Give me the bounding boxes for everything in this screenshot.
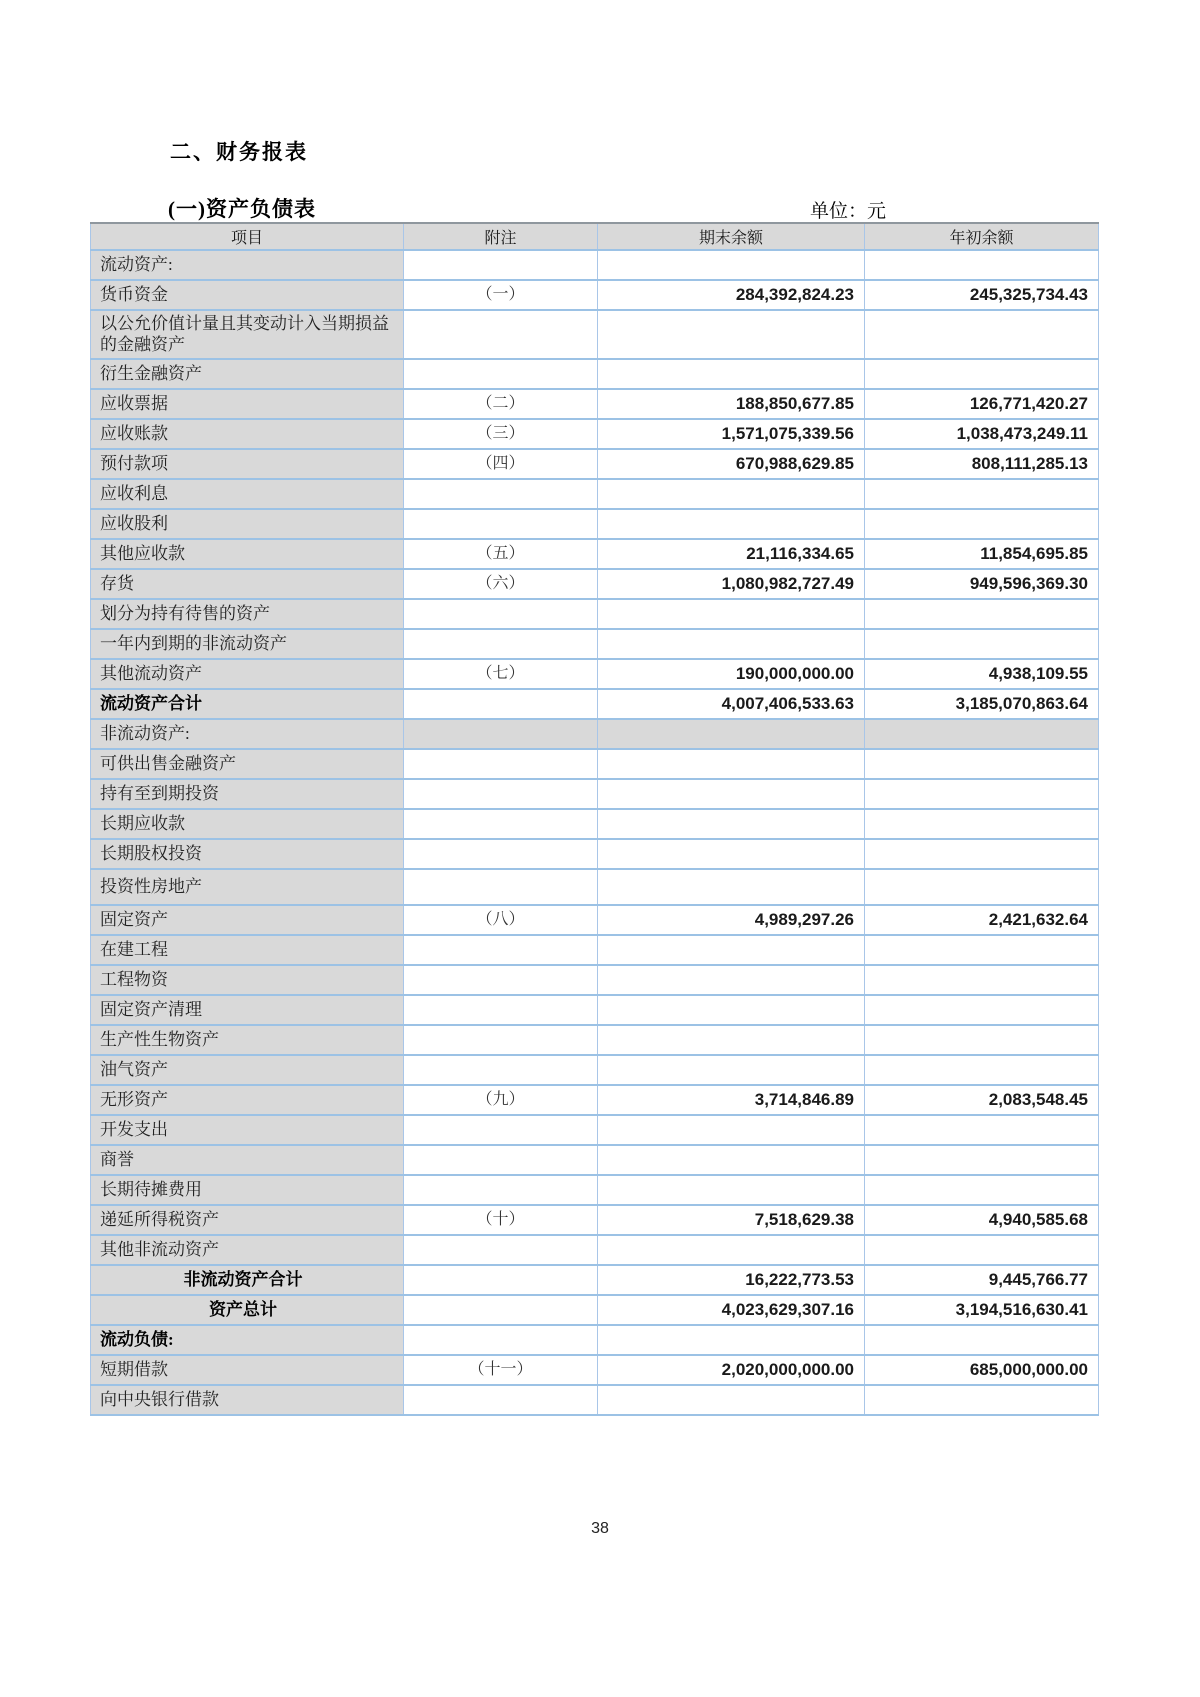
balance-sheet-body <box>91 250 1099 1415</box>
item-cell: 流动负债: <box>91 1325 404 1355</box>
closing-balance-cell <box>598 310 865 359</box>
opening-balance-cell: 3,185,070,863.64 <box>865 689 1099 719</box>
closing-balance-cell <box>598 250 865 280</box>
opening-balance-cell: 126,771,420.27 <box>865 389 1099 419</box>
item-cell: 长期应收款 <box>91 809 404 839</box>
item-cell: 商誉 <box>91 1145 404 1175</box>
item-cell: 资产总计 <box>91 1295 404 1325</box>
table-row <box>91 839 1099 869</box>
note-cell <box>404 359 598 389</box>
opening-balance-cell <box>865 779 1099 809</box>
opening-balance-cell: 1,038,473,249.11 <box>865 419 1099 449</box>
closing-balance-cell <box>598 479 865 509</box>
table-row <box>91 809 1099 839</box>
item-cell: 应收股利 <box>91 509 404 539</box>
table-row <box>91 509 1099 539</box>
closing-balance-cell <box>598 935 865 965</box>
note-cell <box>404 1295 598 1325</box>
column-header-opening-balance: 年初余额 <box>865 223 1099 250</box>
note-cell <box>404 509 598 539</box>
closing-balance-cell: 4,007,406,533.63 <box>598 689 865 719</box>
note-cell: （六） <box>404 569 598 599</box>
opening-balance-cell <box>865 629 1099 659</box>
closing-balance-cell <box>598 779 865 809</box>
closing-balance-cell: 188,850,677.85 <box>598 389 865 419</box>
closing-balance-cell: 4,989,297.26 <box>598 905 865 935</box>
opening-balance-cell <box>865 509 1099 539</box>
opening-balance-cell <box>865 1025 1099 1055</box>
note-cell: （七） <box>404 659 598 689</box>
table-row <box>91 1025 1099 1055</box>
table-row <box>91 935 1099 965</box>
item-cell: 短期借款 <box>91 1355 404 1385</box>
note-cell: （五） <box>404 539 598 569</box>
closing-balance-cell <box>598 719 865 749</box>
note-cell: （十一） <box>404 1355 598 1385</box>
opening-balance-cell: 245,325,734.43 <box>865 280 1099 310</box>
section-title: 二、财务报表 <box>170 140 308 164</box>
note-cell: （九） <box>404 1085 598 1115</box>
note-cell <box>404 689 598 719</box>
closing-balance-cell <box>598 599 865 629</box>
closing-balance-cell <box>598 1175 865 1205</box>
item-cell: 开发支出 <box>91 1115 404 1145</box>
closing-balance-cell <box>598 1385 865 1415</box>
item-cell: 其他应收款 <box>91 539 404 569</box>
page-number: 38 <box>591 1520 609 1537</box>
item-cell: 油气资产 <box>91 1055 404 1085</box>
table-row <box>91 389 1099 419</box>
note-cell <box>404 995 598 1025</box>
table-row <box>91 449 1099 479</box>
closing-balance-cell: 3,714,846.89 <box>598 1085 865 1115</box>
item-cell: 存货 <box>91 569 404 599</box>
table-row <box>91 1265 1099 1295</box>
note-cell <box>404 869 598 905</box>
closing-balance-cell: 16,222,773.53 <box>598 1265 865 1295</box>
note-cell <box>404 1235 598 1265</box>
note-cell <box>404 809 598 839</box>
item-cell: 流动资产: <box>91 250 404 280</box>
item-cell: 应收利息 <box>91 479 404 509</box>
item-cell: 划分为持有待售的资产 <box>91 599 404 629</box>
item-cell: 衍生金融资产 <box>91 359 404 389</box>
opening-balance-cell: 3,194,516,630.41 <box>865 1295 1099 1325</box>
closing-balance-cell: 1,080,982,727.49 <box>598 569 865 599</box>
closing-balance-cell <box>598 749 865 779</box>
closing-balance-cell <box>598 1145 865 1175</box>
closing-balance-cell <box>598 1115 865 1145</box>
item-cell: 预付款项 <box>91 449 404 479</box>
item-cell: 在建工程 <box>91 935 404 965</box>
opening-balance-cell <box>865 839 1099 869</box>
table-row <box>91 995 1099 1025</box>
table-row <box>91 779 1099 809</box>
opening-balance-cell <box>865 1115 1099 1145</box>
table-row <box>91 1055 1099 1085</box>
table-row <box>91 1085 1099 1115</box>
note-cell: （一） <box>404 280 598 310</box>
table-row <box>91 569 1099 599</box>
table-row <box>91 1385 1099 1415</box>
item-cell: 一年内到期的非流动资产 <box>91 629 404 659</box>
item-cell: 以公允价值计量且其变动计入当期损益的金融资产 <box>91 310 404 359</box>
table-row <box>91 719 1099 749</box>
item-cell: 应收票据 <box>91 389 404 419</box>
item-cell: 非流动资产合计 <box>91 1265 404 1295</box>
opening-balance-cell: 4,938,109.55 <box>865 659 1099 689</box>
item-cell: 持有至到期投资 <box>91 779 404 809</box>
item-cell: 无形资产 <box>91 1085 404 1115</box>
note-cell <box>404 310 598 359</box>
table-row <box>91 965 1099 995</box>
note-cell <box>404 839 598 869</box>
opening-balance-cell <box>865 1175 1099 1205</box>
opening-balance-cell: 11,854,695.85 <box>865 539 1099 569</box>
note-cell: （八） <box>404 905 598 935</box>
table-row <box>91 905 1099 935</box>
table-row <box>91 869 1099 905</box>
note-cell <box>404 1265 598 1295</box>
note-cell <box>404 1385 598 1415</box>
opening-balance-cell: 949,596,369.30 <box>865 569 1099 599</box>
opening-balance-cell <box>865 749 1099 779</box>
opening-balance-cell: 685,000,000.00 <box>865 1355 1099 1385</box>
item-cell: 向中央银行借款 <box>91 1385 404 1415</box>
closing-balance-cell: 21,116,334.65 <box>598 539 865 569</box>
opening-balance-cell <box>865 869 1099 905</box>
table-row <box>91 659 1099 689</box>
opening-balance-cell: 2,083,548.45 <box>865 1085 1099 1115</box>
table-row <box>91 359 1099 389</box>
column-header-item: 项目 <box>91 223 404 250</box>
opening-balance-cell <box>865 719 1099 749</box>
note-cell <box>404 629 598 659</box>
closing-balance-cell <box>598 359 865 389</box>
opening-balance-cell <box>865 1235 1099 1265</box>
opening-balance-cell <box>865 1325 1099 1355</box>
header-row <box>91 223 1099 250</box>
note-cell <box>404 1055 598 1085</box>
opening-balance-cell <box>865 935 1099 965</box>
column-header-closing-balance: 期末余额 <box>598 223 865 250</box>
table-row <box>91 1145 1099 1175</box>
item-cell: 可供出售金融资产 <box>91 749 404 779</box>
item-cell: 其他流动资产 <box>91 659 404 689</box>
closing-balance-cell <box>598 1235 865 1265</box>
note-cell: （二） <box>404 389 598 419</box>
item-cell: 工程物资 <box>91 965 404 995</box>
table-row <box>91 1325 1099 1355</box>
opening-balance-cell <box>865 1385 1099 1415</box>
opening-balance-cell <box>865 359 1099 389</box>
table-header <box>91 223 1099 250</box>
closing-balance-cell <box>598 869 865 905</box>
table-row <box>91 310 1099 359</box>
unit-label: 单位：元 <box>810 201 887 222</box>
closing-balance-cell: 190,000,000.00 <box>598 659 865 689</box>
closing-balance-cell: 2,020,000,000.00 <box>598 1355 865 1385</box>
item-cell: 固定资产 <box>91 905 404 935</box>
note-cell <box>404 1115 598 1145</box>
note-cell <box>404 779 598 809</box>
closing-balance-cell <box>598 629 865 659</box>
note-cell: （十） <box>404 1205 598 1235</box>
table-row <box>91 599 1099 629</box>
statement-title: (一)资产负债表 <box>168 197 316 221</box>
closing-balance-cell <box>598 1025 865 1055</box>
column-header-note: 附注 <box>404 223 598 250</box>
opening-balance-cell <box>865 809 1099 839</box>
table-row <box>91 629 1099 659</box>
balance-sheet-table <box>90 222 1099 1416</box>
table-row <box>91 1355 1099 1385</box>
item-cell: 长期股权投资 <box>91 839 404 869</box>
closing-balance-cell <box>598 809 865 839</box>
table-row <box>91 280 1099 310</box>
opening-balance-cell: 9,445,766.77 <box>865 1265 1099 1295</box>
note-cell <box>404 250 598 280</box>
item-cell: 长期待摊费用 <box>91 1175 404 1205</box>
note-cell <box>404 1145 598 1175</box>
item-cell: 生产性生物资产 <box>91 1025 404 1055</box>
opening-balance-cell <box>865 250 1099 280</box>
note-cell: （三） <box>404 419 598 449</box>
table-row <box>91 250 1099 280</box>
note-cell <box>404 599 598 629</box>
item-cell: 非流动资产: <box>91 719 404 749</box>
opening-balance-cell <box>865 599 1099 629</box>
opening-balance-cell <box>865 965 1099 995</box>
item-cell: 流动资产合计 <box>91 689 404 719</box>
table-row <box>91 1295 1099 1325</box>
closing-balance-cell: 670,988,629.85 <box>598 449 865 479</box>
note-cell <box>404 965 598 995</box>
note-cell <box>404 719 598 749</box>
item-cell: 投资性房地产 <box>91 869 404 905</box>
table-row <box>91 1205 1099 1235</box>
closing-balance-cell: 4,023,629,307.16 <box>598 1295 865 1325</box>
closing-balance-cell: 7,518,629.38 <box>598 1205 865 1235</box>
item-cell: 其他非流动资产 <box>91 1235 404 1265</box>
closing-balance-cell <box>598 995 865 1025</box>
closing-balance-cell <box>598 965 865 995</box>
closing-balance-cell: 1,571,075,339.56 <box>598 419 865 449</box>
opening-balance-cell <box>865 310 1099 359</box>
closing-balance-cell <box>598 839 865 869</box>
opening-balance-cell <box>865 1055 1099 1085</box>
closing-balance-cell <box>598 1325 865 1355</box>
opening-balance-cell <box>865 479 1099 509</box>
note-cell <box>404 935 598 965</box>
item-cell: 应收账款 <box>91 419 404 449</box>
opening-balance-cell <box>865 1145 1099 1175</box>
note-cell <box>404 749 598 779</box>
table-row <box>91 749 1099 779</box>
note-cell <box>404 1175 598 1205</box>
item-cell: 固定资产清理 <box>91 995 404 1025</box>
note-cell <box>404 1025 598 1055</box>
note-cell: （四） <box>404 449 598 479</box>
table-row <box>91 1175 1099 1205</box>
note-cell <box>404 1325 598 1355</box>
opening-balance-cell: 808,111,285.13 <box>865 449 1099 479</box>
opening-balance-cell <box>865 995 1099 1025</box>
table-row <box>91 1235 1099 1265</box>
item-cell: 递延所得税资产 <box>91 1205 404 1235</box>
table-row <box>91 539 1099 569</box>
table-row <box>91 1115 1099 1145</box>
opening-balance-cell: 4,940,585.68 <box>865 1205 1099 1235</box>
table-row <box>91 689 1099 719</box>
item-cell: 货币资金 <box>91 280 404 310</box>
opening-balance-cell: 2,421,632.64 <box>865 905 1099 935</box>
table-row <box>91 479 1099 509</box>
note-cell <box>404 479 598 509</box>
closing-balance-cell <box>598 509 865 539</box>
closing-balance-cell: 284,392,824.23 <box>598 280 865 310</box>
closing-balance-cell <box>598 1055 865 1085</box>
table-row <box>91 419 1099 449</box>
